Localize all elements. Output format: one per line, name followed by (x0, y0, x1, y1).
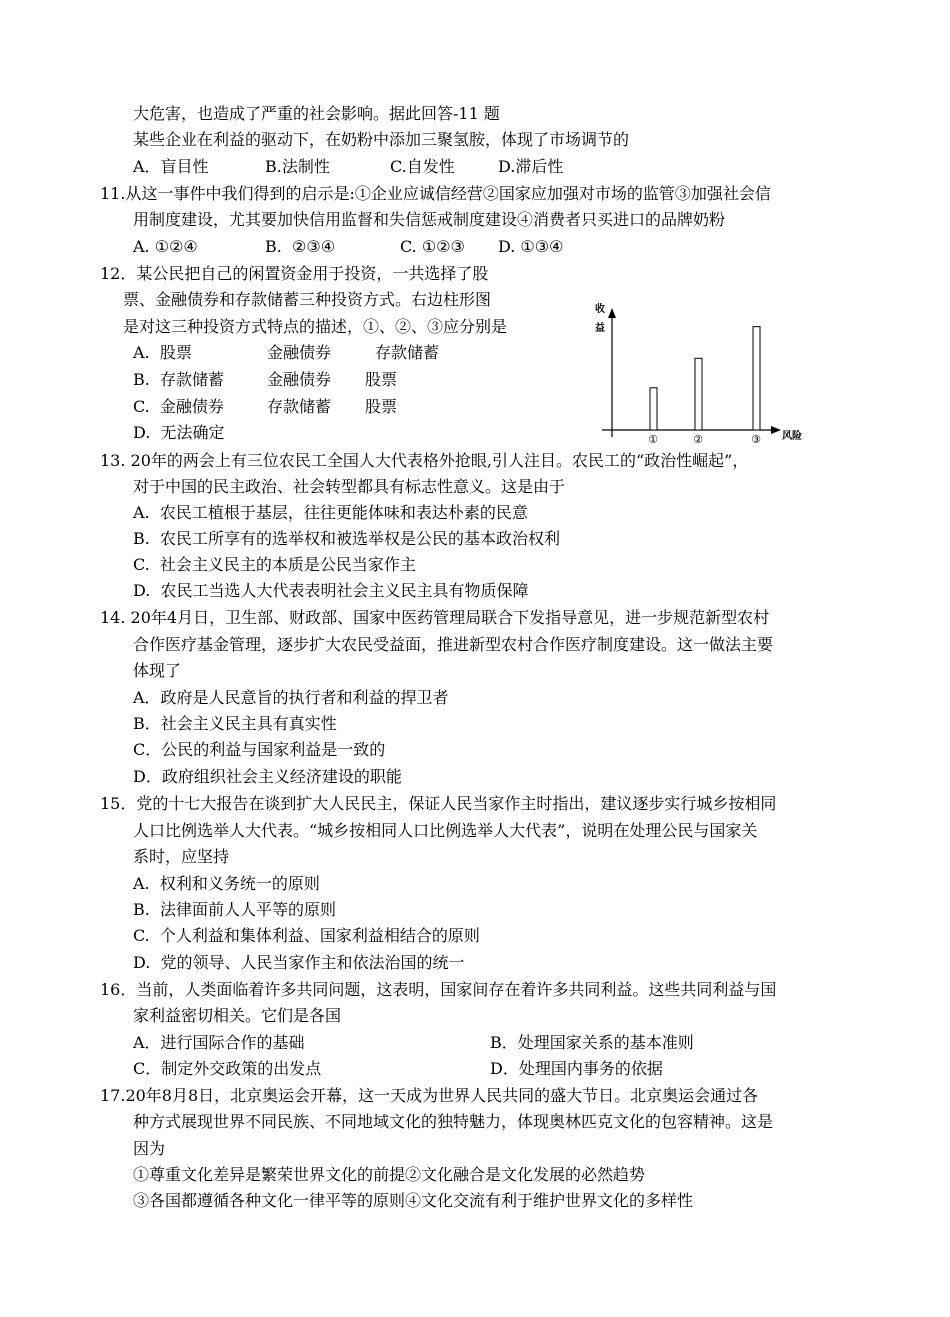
bar-1 (650, 388, 657, 430)
option-d: D. 农民工当选人大代表表明社会主义民主具有物质保障 (133, 581, 529, 600)
question-13-stem: 13. 20年的两会上有三位农民工全国人大代表格外抢眼,引人注目。农民工的“政治性崛起”， (100, 451, 749, 470)
question-13-stem-cont: 对于中国的民主政治、社会转型都具有标志性意义。这是由于 (133, 477, 566, 496)
option-a: A. ①②④ (133, 237, 198, 256)
option-a: A. 农民工植根于基层，往往更能体味和表达朴素的民意 (133, 503, 528, 522)
option-d: D. 党的领导、人民当家作主和依法治国的统一 (133, 953, 465, 972)
option-b: B. ②③④ (265, 237, 336, 256)
option-d: D. ①③④ (498, 237, 564, 256)
y-axis-label-2: 益 (595, 323, 605, 334)
option-b: B. 存款储蓄 (133, 370, 225, 389)
question-16-stem-cont: 家利益密切相关。它们是各国 (133, 1006, 342, 1025)
question-12-stem-cont: 是对这三种投资方式特点的描述，①、②、③应分别是 (123, 317, 508, 336)
question-11-stem: 11.从这一事件中我们得到的启示是:①企业应诚信经营②国家应加强对市场的监管③加强社会信 (100, 184, 771, 203)
intro-line-1: 大危害，也造成了严重的社会影响。据此回答-11 题 (133, 104, 500, 123)
option-b-2: 金融债券 (267, 370, 332, 389)
option-a: A. 股票 (133, 343, 192, 362)
question-15-stem: 15．党的十七大报告在谈到扩大人民民主，保证人民当家作主时指出，建议逐步实行城乡按相同 (100, 794, 777, 813)
question-14-stem-cont: 合作医疗基金管理，逐步扩大农民受益面，推进新型农村合作医疗制度建设。这一做法主要 (133, 635, 774, 654)
option-a: A．政府是人民意旨的执行者和利益的捍卫者 (133, 688, 449, 707)
option-c: C．公民的利益与国家利益是一致的 (133, 740, 386, 759)
question-12-stem: 12．某公民把自己的闲置资金用于投资，一共选择了股 (100, 264, 489, 283)
option-c: C. 金融债券 (133, 397, 224, 416)
statements-3-4: ③各国都遵循各种文化一律平等的原则④文化交流有利于维护世界文化的多样性 (133, 1191, 694, 1210)
option-a: A．盲目性 (133, 157, 209, 176)
option-a-3: 存款储蓄 (375, 343, 440, 362)
option-d: D.滞后性 (498, 157, 564, 176)
option-c: C. 社会主义民主的本质是公民当家作主 (133, 555, 416, 574)
x-tick-label-2: ② (693, 433, 703, 446)
x-tick-label-3: ③ (751, 433, 761, 446)
option-b: B. 农民工所享有的选举权和被选举权是公民的基本政治权利 (133, 529, 561, 548)
y-axis-label-1: 收 (595, 304, 605, 315)
option-b: B．社会主义民主具有真实性 (133, 714, 337, 733)
option-d: D．政府组织社会主义经济建设的职能 (133, 767, 402, 786)
option-a: A．进行国际合作的基础 (133, 1033, 305, 1052)
option-d: D. 无法确定 (133, 423, 225, 442)
question-14-stem: 14. 20年4月日，卫生部、财政部、国家中医药管理局联合下发指导意见，进一步规范新型农村 (100, 608, 770, 627)
option-a-2: 金融债券 (267, 343, 332, 362)
option-c: C. 个人利益和集体利益、国家利益相结合的原则 (133, 926, 480, 945)
question-12-stem-cont: 票、金融债券和存款储蓄三种投资方式。右边柱形图 (123, 290, 492, 309)
option-c: C．制定外交政策的出发点 (133, 1059, 322, 1078)
x-axis-label: 风险 (782, 431, 802, 442)
question-17-stem-cont: 因为 (133, 1139, 166, 1158)
x-tick-label-1: ① (648, 433, 658, 446)
question-16-stem: 16．当前，人类面临着许多共同问题，这表明，国家间存在着许多共同利益。这些共同利益与国 (100, 980, 777, 999)
option-a: A. 权利和义务统一的原则 (133, 874, 320, 893)
option-c-2: 存款储蓄 (267, 397, 332, 416)
bar-2 (695, 358, 702, 430)
y-axis-arrow (608, 308, 616, 318)
option-d: D．处理国内事务的依据 (490, 1059, 663, 1078)
option-c: C.自发性 (390, 157, 455, 176)
option-b: B. 法律面前人人平等的原则 (133, 900, 337, 919)
risk-return-bar-chart (585, 300, 825, 450)
question-17-stem: 17.20年8月8日，北京奥运会开幕，这一天成为世界人民共同的盛大节日。北京奥运会通过各 (100, 1086, 759, 1105)
option-c: C. ①②③ (400, 237, 465, 256)
option-b: B.法制性 (265, 157, 330, 176)
question-11-stem-cont: 用制度建设，尤其要加快信用监督和失信惩戒制度建设④消费者只买进口的品牌奶粉 (133, 210, 726, 229)
statements-1-2: ①尊重文化差异是繁荣世界文化的前提②文化融合是文化发展的必然趋势 (133, 1165, 646, 1184)
option-b-3: 股票 (365, 370, 398, 389)
x-axis-arrow (771, 426, 781, 434)
question-14-stem-cont: 体现了 (133, 661, 182, 680)
option-c-3: 股票 (365, 397, 398, 416)
question-15-stem-cont: 人口比例选举人大代表。“城乡按相同人口比例选举人大代表”，说明在处理公民与国家关 (133, 821, 758, 840)
question-15-stem-cont: 系时，应坚持 (133, 847, 230, 866)
question-17-stem-cont: 种方式展现世界不同民族、不同地域文化的独特魅力，体现奥林匹克文化的包容精神。这是 (133, 1112, 774, 1131)
option-b: B．处理国家关系的基本准则 (490, 1033, 694, 1052)
bar-3 (753, 327, 760, 430)
question-10-stem: 某些企业在利益的驱动下，在奶粉中添加三聚氢胺，体现了市场调节的 (133, 130, 630, 149)
